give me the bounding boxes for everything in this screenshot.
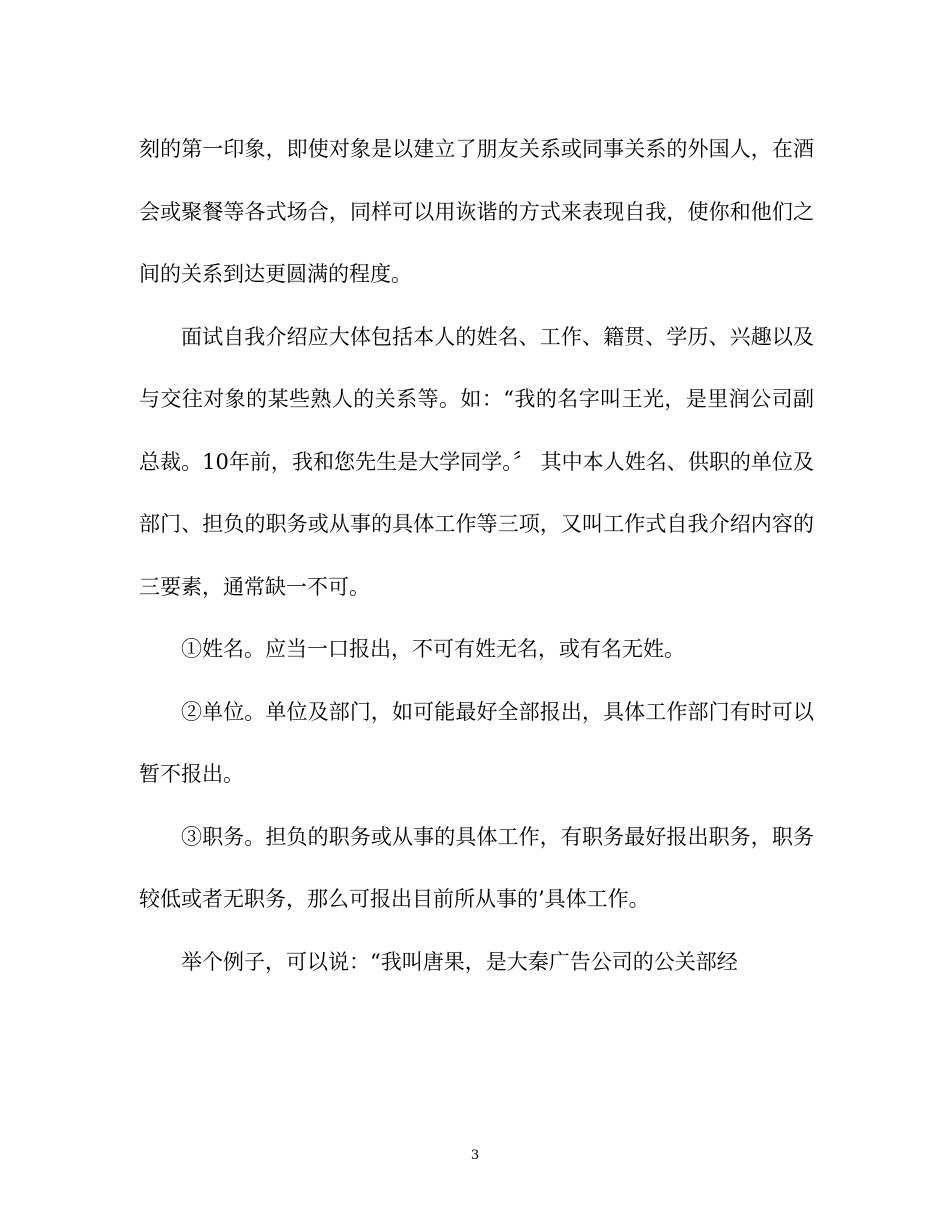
body-text (139, 118, 814, 993)
page-number: 3 (470, 1148, 480, 1163)
paragraph-unit-item: ②单位。单位及部门，如可能最好全部报出，具体工作部门有时可以暂不报出。 (139, 699, 814, 786)
paragraph-example: 举个例子，可以说：“我叫唐果，是大秦广告公司的公关部经 (181, 949, 738, 974)
paragraph-self-introduction: 面试自我介绍应大体包括本人的姓名、工作、籍贯、学历、兴趣以及与交往对象的某些熟人的关系等。如：“我的名字叫王光，是里润公司副总裁。10年前，我和您先生是大学同学。〞 其中本人姓名、供职的单位及部门、担负的职务或从事的具体工作等三项，又叫工作式自我介绍内容的三要素，通常缺一不可。 (139, 324, 814, 599)
paragraph-continuation: 刻的第一印象，即使对象是以建立了朋友关系或同事关系的外国人，在酒会或聚餐等各式场合，同样可以用诙谐的方式来表现自我，使你和他们之间的关系到达更圆满的程度。 (139, 137, 814, 286)
paragraph-name-item: ①姓名。应当一口报出，不可有姓无名，或有名无姓。 (181, 637, 685, 661)
paragraph-position-item: ③职务。担负的职务或从事的具体工作，有职务最好报出职务，职务较低或者无职务，那么可报出目前所从事的’具体工作。 (139, 824, 814, 911)
